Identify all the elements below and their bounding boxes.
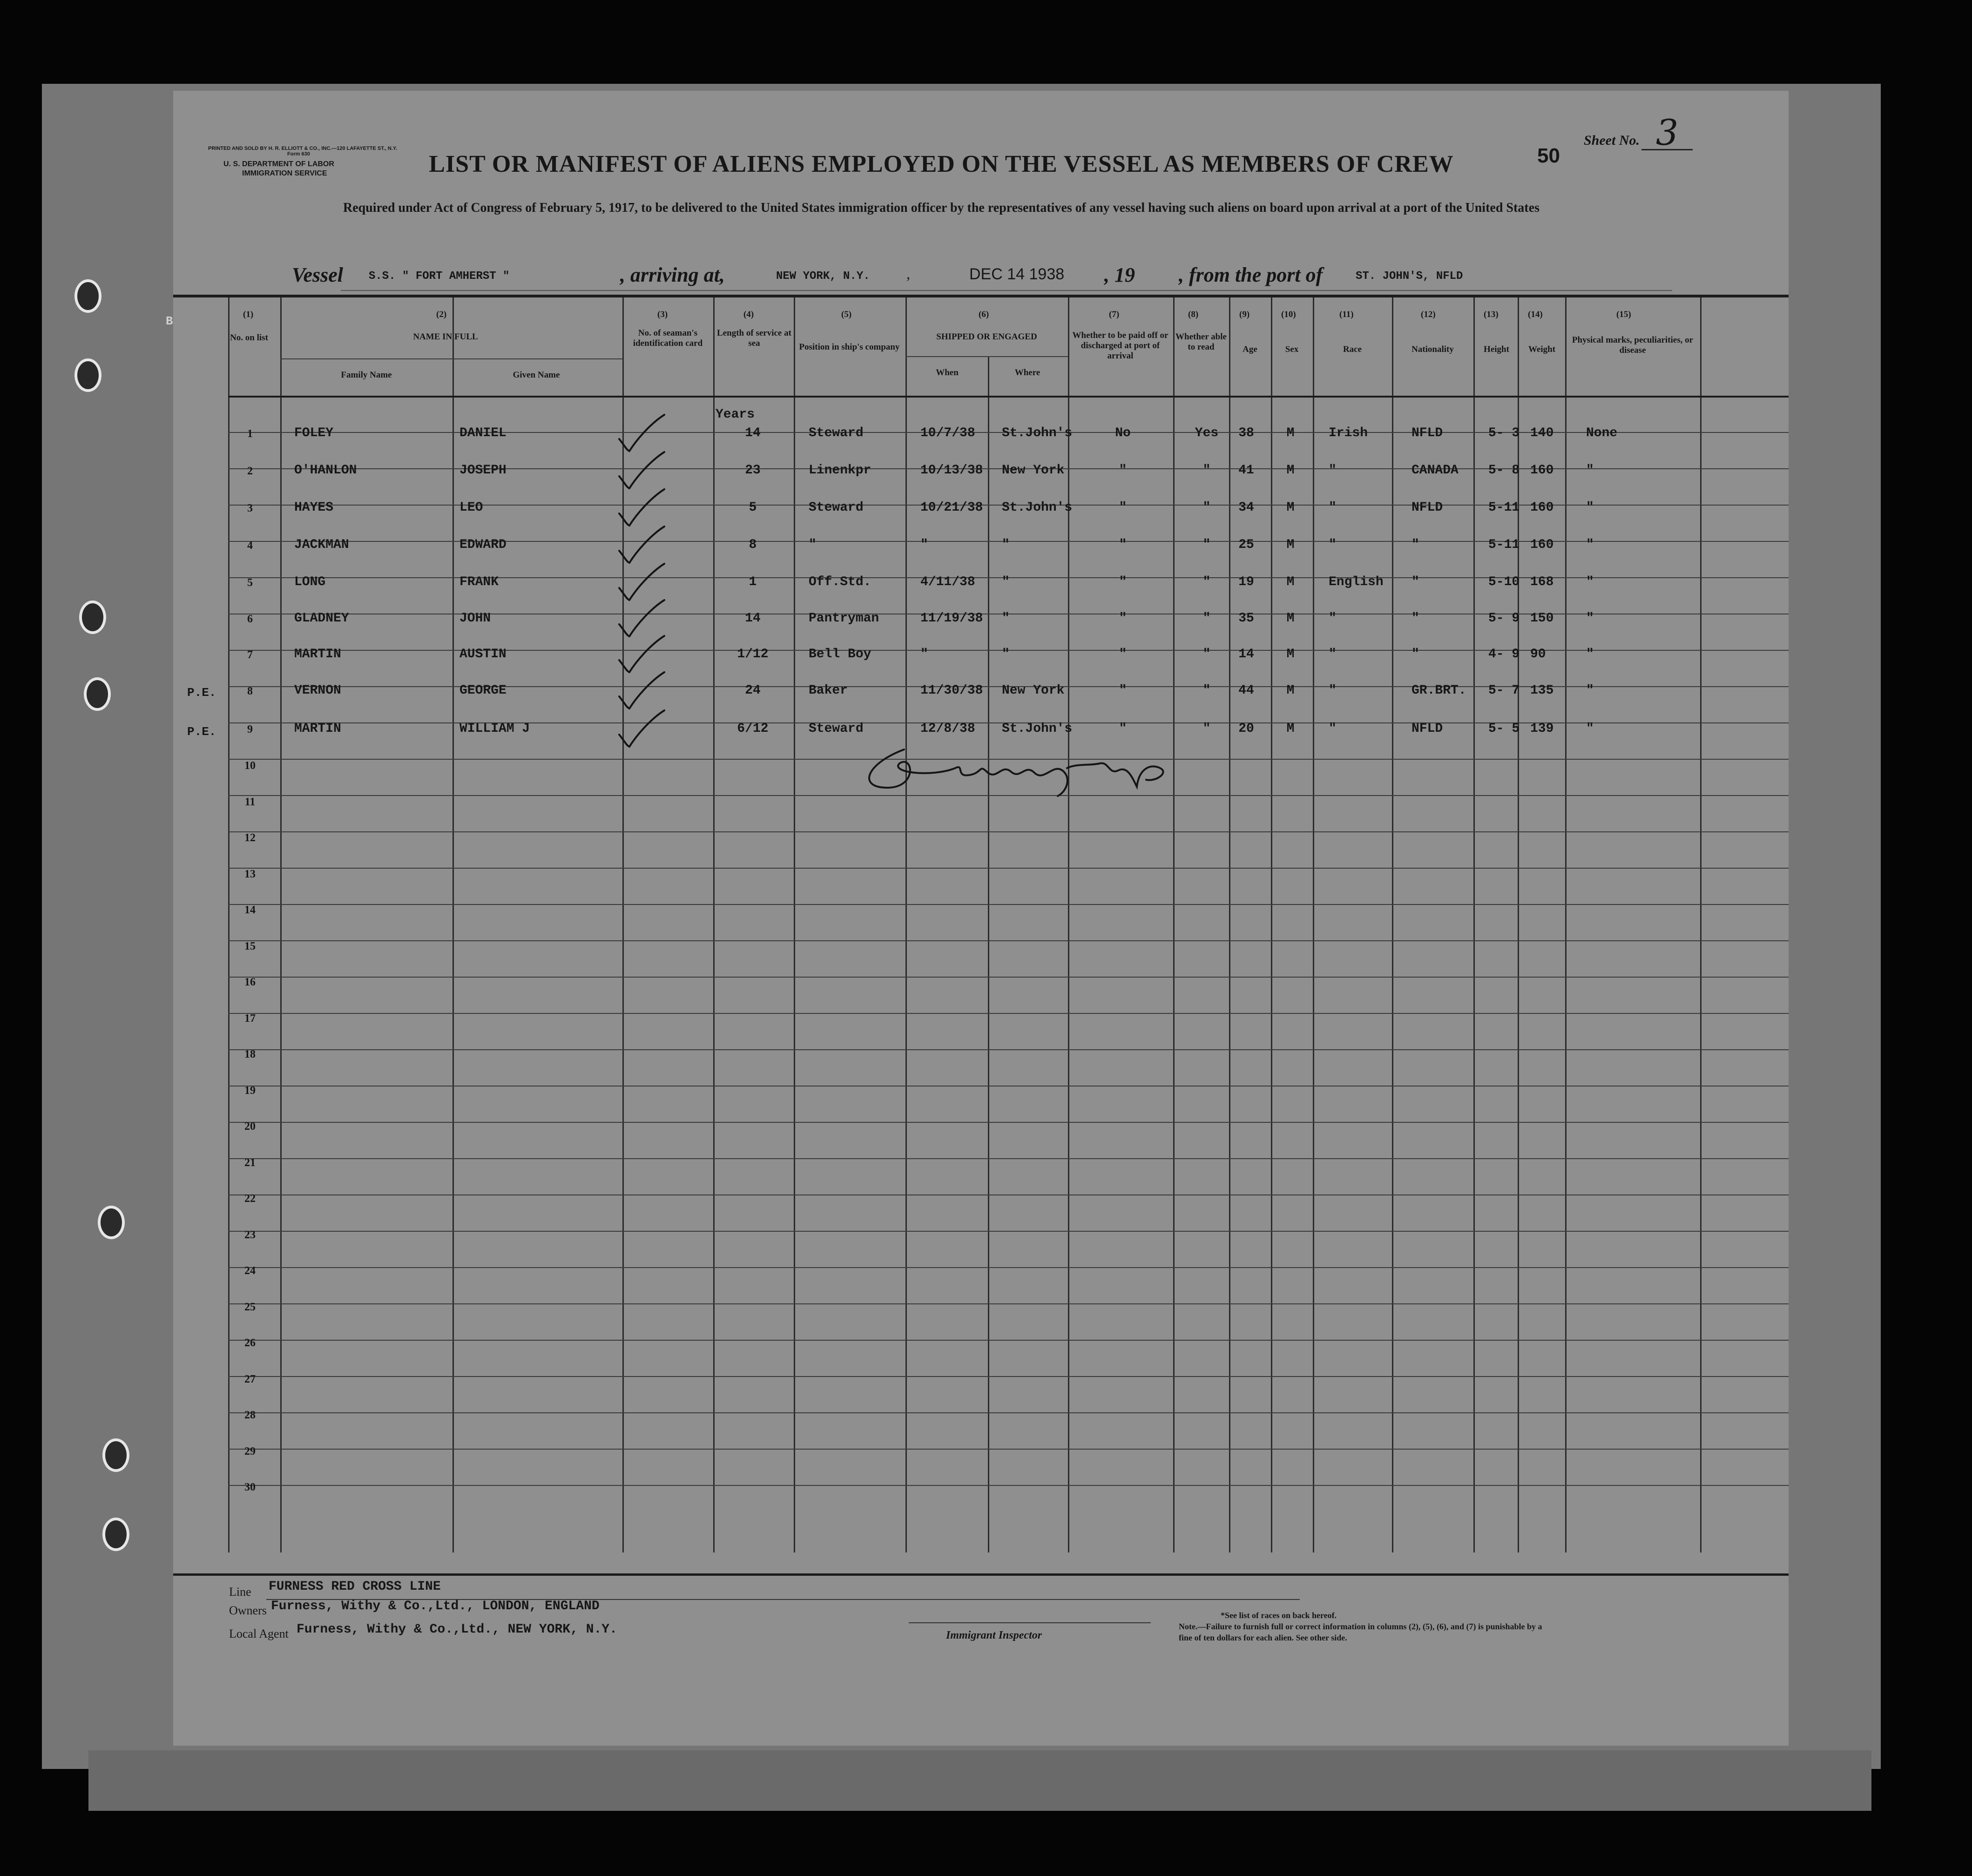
cell-where: New York bbox=[1002, 463, 1065, 478]
header-age: Age bbox=[1243, 344, 1257, 354]
cell-race: Irish bbox=[1329, 426, 1368, 440]
column-rule bbox=[1313, 295, 1314, 1552]
column-rule bbox=[713, 295, 715, 1552]
cell-paid: " bbox=[1119, 575, 1127, 589]
cell-read: " bbox=[1202, 683, 1211, 698]
row-rule bbox=[228, 868, 1789, 869]
cell-read: " bbox=[1202, 575, 1211, 589]
cell-nat: " bbox=[1411, 611, 1419, 626]
row-number: 12 bbox=[244, 832, 256, 844]
header-length-of-service: Length of service at sea bbox=[717, 328, 791, 348]
header-sex: Sex bbox=[1285, 344, 1299, 354]
column-number: (1) bbox=[243, 310, 254, 319]
column-rule bbox=[1700, 295, 1702, 1552]
column-rule bbox=[1392, 295, 1393, 1552]
row-number: 27 bbox=[244, 1373, 256, 1385]
cell-when: 11/30/38 bbox=[920, 683, 983, 698]
binder-hole-icon bbox=[84, 677, 111, 711]
column-number: (12) bbox=[1421, 310, 1436, 319]
column-number: (5) bbox=[841, 310, 852, 319]
cell-service: 24 bbox=[745, 683, 761, 698]
shipped-split-rule bbox=[988, 356, 989, 1552]
vessel-label: Vessel bbox=[292, 263, 343, 286]
checkmark-icon bbox=[615, 669, 667, 711]
checkmark-icon bbox=[615, 449, 667, 491]
from-port: ST. JOHN'S, NFLD bbox=[1356, 270, 1463, 283]
cell-paid: No bbox=[1115, 426, 1131, 440]
row-rule bbox=[228, 831, 1789, 832]
header-height: Height bbox=[1484, 344, 1509, 354]
header-given-name: Given Name bbox=[513, 370, 560, 380]
cell-where: St.John's bbox=[1002, 722, 1073, 736]
cell-where: " bbox=[1002, 647, 1010, 661]
cell-race: " bbox=[1329, 647, 1337, 661]
cell-when: " bbox=[920, 647, 928, 661]
column-rule bbox=[1518, 295, 1519, 1552]
cell-weight: 160 bbox=[1530, 463, 1554, 478]
cell-weight: 139 bbox=[1530, 722, 1554, 736]
cell-paid: " bbox=[1119, 463, 1127, 478]
penalty-note: Note.—Failure to furnish full or correct information in columns (2), (5), (6), and (7) is punishable by a fine of ten dollars for each alien. See other side. bbox=[1179, 1622, 1542, 1642]
row-number: 14 bbox=[244, 904, 256, 916]
cell-where: " bbox=[1002, 611, 1010, 626]
cell-where: New York bbox=[1002, 683, 1065, 698]
cell-nat: CANADA bbox=[1411, 463, 1459, 478]
cell-service: 5 bbox=[749, 500, 757, 515]
row-number: 19 bbox=[244, 1084, 256, 1097]
cell-service: 14 bbox=[745, 426, 761, 440]
cell-height: 5-11 bbox=[1488, 538, 1520, 552]
line-label: Line bbox=[229, 1585, 251, 1599]
row-number: 5 bbox=[247, 577, 253, 589]
cell-age: 44 bbox=[1238, 683, 1254, 698]
shipped-subheader-rule bbox=[905, 356, 1068, 357]
row-number: 29 bbox=[244, 1445, 256, 1458]
row-rule bbox=[228, 1376, 1789, 1377]
cell-service: 1/12 bbox=[737, 647, 769, 661]
header-able-to-read: Whether able to read bbox=[1175, 332, 1227, 352]
cell-race: English bbox=[1329, 575, 1384, 589]
cell-height: 5-10 bbox=[1488, 575, 1520, 589]
cell-position: Steward bbox=[809, 426, 864, 440]
form-number: Form 630 bbox=[287, 151, 310, 157]
cell-given: WILLIAM J bbox=[459, 722, 530, 736]
cell-nat: NFLD bbox=[1411, 722, 1443, 736]
row-rule bbox=[228, 1303, 1789, 1304]
cell-sex: M bbox=[1286, 683, 1295, 698]
cell-read: " bbox=[1202, 538, 1211, 552]
row-rule bbox=[228, 1412, 1789, 1413]
cell-sex: M bbox=[1286, 463, 1295, 478]
checkmark-icon bbox=[615, 633, 667, 675]
cell-family: HAYES bbox=[294, 500, 334, 515]
header-no-on-list: No. on list bbox=[230, 333, 268, 343]
cell-marks: " bbox=[1586, 538, 1594, 552]
column-number: (4) bbox=[743, 310, 754, 319]
row-number: 22 bbox=[244, 1193, 256, 1205]
margin-mark-row8: P.E. bbox=[187, 686, 216, 700]
inspector-signature bbox=[848, 736, 1183, 801]
binder-hole-icon bbox=[102, 1438, 129, 1472]
cell-race: " bbox=[1329, 683, 1337, 698]
cell-where: St.John's bbox=[1002, 500, 1073, 515]
binder-hole-icon bbox=[79, 601, 106, 634]
column-number: (8) bbox=[1188, 310, 1199, 319]
cell-when: 10/13/38 bbox=[920, 463, 983, 478]
inspector-label: Immigrant Inspector bbox=[946, 1629, 1042, 1641]
row-number: 4 bbox=[247, 540, 253, 552]
column-rule bbox=[280, 295, 282, 1552]
row-number: 3 bbox=[247, 502, 253, 514]
cell-height: 5- 5 bbox=[1488, 722, 1520, 736]
cell-age: 14 bbox=[1238, 647, 1254, 661]
cell-service: 14 bbox=[745, 611, 761, 626]
owners-label: Owners bbox=[229, 1604, 267, 1617]
cell-when: " bbox=[920, 538, 928, 552]
arrival-date-stamp: DEC 14 1938 bbox=[969, 265, 1065, 283]
cell-sex: M bbox=[1286, 426, 1295, 440]
cell-service: 1 bbox=[749, 575, 757, 589]
cell-height: 5-11 bbox=[1488, 500, 1520, 515]
column-number: (10) bbox=[1281, 310, 1296, 319]
row-rule bbox=[228, 1122, 1789, 1123]
cell-sex: M bbox=[1286, 500, 1295, 515]
column-number: (7) bbox=[1109, 310, 1120, 319]
edge-mark: B bbox=[166, 314, 173, 328]
printer-line: PRINTED AND SOLD BY H. R. ELLIOTT & CO., INC.—120 LAFAYETTE ST., N.Y. bbox=[208, 146, 398, 151]
arriving-label: , arriving at, bbox=[620, 263, 725, 286]
cell-marks: " bbox=[1586, 575, 1594, 589]
header-weight: Weight bbox=[1528, 344, 1556, 354]
cell-where: " bbox=[1002, 575, 1010, 589]
year-label: , 19 bbox=[1104, 263, 1135, 286]
row-number: 28 bbox=[244, 1409, 256, 1421]
header-race: Race bbox=[1343, 344, 1362, 354]
manifest-sheet: PRINTED AND SOLD BY H. R. ELLIOTT & CO., INC.—120 LAFAYETTE ST., N.Y. Form 630 U. S. DEPARTMENT OF LABOR IMMIGRATION SERVICE Sheet No. 3 50 LIST OR MANIFEST OF ALIENS EMPLOYED ON THE VESSEL AS MEMBERS OF CREW Required under Act of Congress of February 5, 1917, to be delivered to the United States immigration officer by the representatives of any vessel having such aliens on board upon arrival at a port of the United States Vessel S.S. " FORT AMHERST " , arriving at, NEW YORK, N.Y. , DEC 14 1938 , 19 , from the port of ST. JOHN'S, NFLD (1) (2) (3) (4) (5) (6) (7) (8) (9) (10) (11) (12) (13) (14) (15) No. on list NAME IN FULL Family Name Given Name No. of seaman's identification card Length of service at sea Position in ship's company SHIPPED OR ENGAGED When Where Whether to be paid off or discharged at port of arrival Whether able to read Age Sex Race Nationality Height Weight Physical marks, peculiarities, or disease Years 1 FOLEY DANIEL 14 Steward 10/7/38 St.John's No Yes 38 M Irish NFLD 5- 3 140 None 2 O'HANLON JOSEPH 23 Linenkpr 10/13/38 New York " " 41 M " CANADA 5- 8 160 " 3 HAYES LEO 5 Steward 10/21/38 St.John's " " 34 M " NFLD 5-11 160 " 4 JACKMAN EDWARD 8 " " " " " 25 M " " 5-11 160 " 5 LONG FRANK 1 Off.Std. 4/11/38 " " " 19 M English " 5-10 168 " 6 GLADNEY JOHN 14 Pantryman 11/19/38 " " " 35 M " " 5- 9 150 " 7 MARTIN AUSTIN 1/12 Bell Boy " " " " 14 M " " 4- 9 90 " 8 VERNON GEORGE 24 Baker 11/30/38 New York " " 44 M " GR.BRT. 5- 7 135 " 9 MARTIN WILLIAM J 6/12 Steward 12/8/38 St.John's " " 20 M " NFLD 5- 5 139 " 10 11 12 13 14 15 16 17 18 19 20 21 22 23 24 25 26 27 28 29 30 P.E. P.E. Line FURNESS RED CROSS LINE Owners Furness, Withy & Co.,Ltd., LONDON, ENGLAND Local Agent Furness, Withy & Co.,Ltd., NEW YORK, N.Y. Immigrant Inspector *See list of races on back hereof. Note.—Failure to furnish full or correct information in columns (2), (5), (6), and (7) is punishable by a fine of ten dollars for each alien. See other side. bbox=[173, 91, 1789, 1746]
cell-age: 34 bbox=[1238, 500, 1254, 515]
row-rule bbox=[228, 1340, 1789, 1341]
from-port-label: , from the port of bbox=[1179, 263, 1323, 286]
cell-given: GEORGE bbox=[459, 683, 507, 698]
cell-position: Off.Std. bbox=[809, 575, 871, 589]
cell-nat: " bbox=[1411, 575, 1419, 589]
table-top-rule bbox=[173, 295, 1789, 297]
column-rule bbox=[228, 295, 230, 1552]
cell-height: 5- 3 bbox=[1488, 426, 1520, 440]
cell-given: AUSTIN bbox=[459, 647, 507, 661]
row-number: 2 bbox=[247, 465, 253, 477]
cell-height: 5- 8 bbox=[1488, 463, 1520, 478]
header-paid-off: Whether to be paid off or discharged at port of arrival bbox=[1072, 331, 1168, 361]
cell-nat: NFLD bbox=[1411, 500, 1443, 515]
cell-marks: None bbox=[1586, 426, 1618, 440]
service-name: IMMIGRATION SERVICE bbox=[242, 169, 327, 177]
cell-height: 5- 9 bbox=[1488, 611, 1520, 626]
cell-given: EDWARD bbox=[459, 538, 507, 552]
cell-position: Linenkpr bbox=[809, 463, 871, 478]
cell-given: JOSEPH bbox=[459, 463, 507, 478]
row-number: 9 bbox=[247, 723, 253, 736]
column-rule bbox=[1173, 295, 1175, 1552]
header-family-name: Family Name bbox=[341, 370, 392, 380]
cell-marks: " bbox=[1586, 500, 1594, 515]
cell-read: " bbox=[1202, 611, 1211, 626]
row-rule bbox=[228, 1485, 1789, 1486]
cell-paid: " bbox=[1119, 683, 1127, 698]
cell-sex: M bbox=[1286, 611, 1295, 626]
cell-when: 12/8/38 bbox=[920, 722, 975, 736]
row-number: 24 bbox=[244, 1265, 256, 1277]
margin-mark-row9: P.E. bbox=[187, 725, 216, 739]
cell-paid: " bbox=[1119, 538, 1127, 552]
cell-sex: M bbox=[1286, 575, 1295, 589]
cell-read: " bbox=[1202, 500, 1211, 515]
header-when: When bbox=[936, 368, 959, 378]
cell-family: LONG bbox=[294, 575, 326, 589]
cell-height: 4- 9 bbox=[1488, 647, 1520, 661]
cell-given: LEO bbox=[459, 500, 483, 515]
line-name: FURNESS RED CROSS LINE bbox=[269, 1579, 441, 1594]
cell-family: GLADNEY bbox=[294, 611, 349, 626]
cell-when: 10/7/38 bbox=[920, 426, 975, 440]
cell-family: FOLEY bbox=[294, 426, 334, 440]
row-number: 10 bbox=[244, 760, 256, 772]
cell-read: " bbox=[1202, 463, 1211, 478]
checkmark-icon bbox=[615, 524, 667, 566]
cell-weight: 140 bbox=[1530, 426, 1554, 440]
cell-age: 41 bbox=[1238, 463, 1254, 478]
binder-hole-icon bbox=[102, 1518, 129, 1551]
row-number: 20 bbox=[244, 1120, 256, 1133]
cell-weight: 90 bbox=[1530, 647, 1546, 661]
cell-weight: 135 bbox=[1530, 683, 1554, 698]
local-agent-value: Furness, Withy & Co.,Ltd., NEW YORK, N.Y. bbox=[297, 1622, 617, 1637]
cell-marks: " bbox=[1586, 611, 1594, 626]
row-rule bbox=[228, 1231, 1789, 1232]
column-number: (13) bbox=[1484, 310, 1499, 319]
row-number: 1 bbox=[247, 428, 253, 440]
owners-value: Furness, Withy & Co.,Ltd., LONDON, ENGLAND bbox=[271, 1599, 600, 1613]
row-rule bbox=[228, 1267, 1789, 1268]
column-number: (3) bbox=[657, 310, 668, 319]
cell-family: MARTIN bbox=[294, 647, 341, 661]
cell-weight: 150 bbox=[1530, 611, 1554, 626]
cell-age: 38 bbox=[1238, 426, 1254, 440]
column-rule bbox=[1068, 295, 1069, 1552]
races-note: *See list of races on back hereof. bbox=[1221, 1611, 1337, 1620]
cell-race: " bbox=[1329, 538, 1337, 552]
cell-paid: " bbox=[1119, 647, 1127, 661]
cell-race: " bbox=[1329, 500, 1337, 515]
row-rule bbox=[228, 1449, 1789, 1450]
row-rule bbox=[228, 977, 1789, 978]
checkmark-icon bbox=[615, 561, 667, 603]
cell-when: 4/11/38 bbox=[920, 575, 975, 589]
row-number: 25 bbox=[244, 1301, 256, 1313]
cell-weight: 160 bbox=[1530, 538, 1554, 552]
row-number: 26 bbox=[244, 1337, 256, 1349]
cell-marks: " bbox=[1586, 463, 1594, 478]
row-number: 18 bbox=[244, 1048, 256, 1060]
cell-weight: 168 bbox=[1530, 575, 1554, 589]
column-number: (11) bbox=[1339, 310, 1354, 319]
cell-where: " bbox=[1002, 538, 1010, 552]
cell-service: 6/12 bbox=[737, 722, 769, 736]
cell-sex: M bbox=[1286, 647, 1295, 661]
row-rule bbox=[228, 904, 1789, 905]
row-number: 17 bbox=[244, 1012, 256, 1025]
column-number: (9) bbox=[1239, 310, 1250, 319]
cell-sex: M bbox=[1286, 722, 1295, 736]
footer-rule bbox=[173, 1573, 1789, 1576]
cell-paid: " bbox=[1119, 611, 1127, 626]
binder-hole-icon bbox=[98, 1206, 125, 1239]
table-header-rule bbox=[228, 396, 1789, 398]
row-number: 13 bbox=[244, 868, 256, 880]
cell-position: Pantryman bbox=[809, 611, 879, 626]
row-rule bbox=[228, 1194, 1789, 1195]
column-rule bbox=[1473, 295, 1475, 1552]
cell-race: " bbox=[1329, 722, 1337, 736]
checkmark-icon bbox=[615, 708, 667, 749]
row-number: 8 bbox=[247, 685, 253, 697]
row-rule bbox=[228, 1013, 1789, 1014]
cell-paid: " bbox=[1119, 500, 1127, 515]
cell-read: Yes bbox=[1195, 426, 1219, 440]
column-rule bbox=[905, 295, 907, 1552]
sheet-number-value: 3 bbox=[1641, 116, 1693, 150]
stamp-number: 50 bbox=[1537, 144, 1560, 167]
cell-age: 20 bbox=[1238, 722, 1254, 736]
cell-race: " bbox=[1329, 611, 1337, 626]
column-rule bbox=[1229, 295, 1230, 1552]
cell-height: 5- 7 bbox=[1488, 683, 1520, 698]
cell-race: " bbox=[1329, 463, 1337, 478]
row-number: 7 bbox=[247, 649, 253, 661]
name-subheader-rule bbox=[280, 358, 622, 359]
cell-family: O'HANLON bbox=[294, 463, 357, 478]
cell-given: JOHN bbox=[459, 611, 491, 626]
header-id-card: No. of seaman's identification card bbox=[633, 328, 703, 348]
local-agent-label: Local Agent bbox=[229, 1627, 289, 1640]
column-rule bbox=[1565, 295, 1567, 1552]
name-split-rule bbox=[452, 361, 454, 1552]
row-number: 16 bbox=[244, 976, 256, 988]
cell-marks: " bbox=[1586, 683, 1594, 698]
cell-age: 35 bbox=[1238, 611, 1254, 626]
cell-service: 8 bbox=[749, 538, 757, 552]
department-name: U. S. DEPARTMENT OF LABOR bbox=[223, 160, 334, 168]
cell-marks: " bbox=[1586, 722, 1594, 736]
cell-position: Baker bbox=[809, 683, 848, 698]
cell-nat: GR.BRT. bbox=[1411, 683, 1466, 698]
column-number: (15) bbox=[1616, 310, 1631, 319]
cell-read: " bbox=[1202, 722, 1211, 736]
cell-given: DANIEL bbox=[459, 426, 507, 440]
cell-position: " bbox=[809, 538, 817, 552]
header-position: Position in ship's company bbox=[799, 342, 900, 352]
row-number: 15 bbox=[244, 940, 256, 952]
row-number: 21 bbox=[244, 1156, 256, 1169]
sheet-number-label: Sheet No. bbox=[1584, 133, 1640, 148]
cell-where: St.John's bbox=[1002, 426, 1073, 440]
binder-hole-icon bbox=[74, 279, 101, 313]
cell-marks: " bbox=[1586, 647, 1594, 661]
cell-family: JACKMAN bbox=[294, 538, 349, 552]
form-subtitle: Required under Act of Congress of February 5, 1917, to be delivered to the United States immigration officer by the representatives of any vessel having such aliens on board upon arrival at a port of the United States bbox=[343, 201, 1540, 215]
cell-when: 10/21/38 bbox=[920, 500, 983, 515]
column-rule bbox=[1271, 295, 1272, 1552]
inspector-signature-line bbox=[909, 1622, 1151, 1623]
cell-age: 19 bbox=[1238, 575, 1254, 589]
header-physical-marks: Physical marks, peculiarities, or disease bbox=[1572, 335, 1694, 355]
cell-read: " bbox=[1202, 647, 1211, 661]
binder-hole-icon bbox=[74, 358, 101, 392]
column-rule bbox=[794, 295, 795, 1552]
cell-service: 23 bbox=[745, 463, 761, 478]
cell-nat: " bbox=[1411, 647, 1419, 661]
row-rule bbox=[228, 1049, 1789, 1050]
column-number: (14) bbox=[1528, 310, 1543, 319]
cell-paid: " bbox=[1119, 722, 1127, 736]
column-number: (6) bbox=[979, 310, 989, 319]
years-label: Years bbox=[716, 407, 755, 422]
paper-stack-edge bbox=[88, 1750, 1871, 1811]
row-number: 11 bbox=[244, 796, 256, 808]
cell-age: 25 bbox=[1238, 538, 1254, 552]
cell-family: VERNON bbox=[294, 683, 341, 698]
header-name-in-full: NAME IN FULL bbox=[413, 332, 478, 342]
arriving-port: NEW YORK, N.Y. bbox=[776, 270, 870, 283]
cell-family: MARTIN bbox=[294, 722, 341, 736]
cell-position: Bell Boy bbox=[809, 647, 871, 661]
vessel-name: S.S. " FORT AMHERST " bbox=[369, 270, 510, 283]
row-number: 30 bbox=[244, 1481, 256, 1493]
header-nationality: Nationality bbox=[1411, 344, 1454, 354]
checkmark-icon bbox=[615, 486, 667, 528]
row-number: 6 bbox=[247, 613, 253, 625]
cell-sex: M bbox=[1286, 538, 1295, 552]
checkmark-icon bbox=[615, 412, 667, 454]
row-number: 23 bbox=[244, 1228, 256, 1241]
cell-nat: " bbox=[1411, 538, 1419, 552]
cell-weight: 160 bbox=[1530, 500, 1554, 515]
cell-when: 11/19/38 bbox=[920, 611, 983, 626]
row-rule bbox=[228, 940, 1789, 941]
cell-nat: NFLD bbox=[1411, 426, 1443, 440]
header-shipped-or-engaged: SHIPPED OR ENGAGED bbox=[936, 332, 1037, 342]
cell-position: Steward bbox=[809, 722, 864, 736]
row-rule bbox=[228, 1158, 1789, 1159]
form-title: LIST OR MANIFEST OF ALIENS EMPLOYED ON THE VESSEL AS MEMBERS OF CREW bbox=[429, 151, 1454, 177]
column-number: (2) bbox=[436, 310, 447, 319]
cell-given: FRANK bbox=[459, 575, 499, 589]
header-where: Where bbox=[1014, 368, 1040, 378]
cell-position: Steward bbox=[809, 500, 864, 515]
